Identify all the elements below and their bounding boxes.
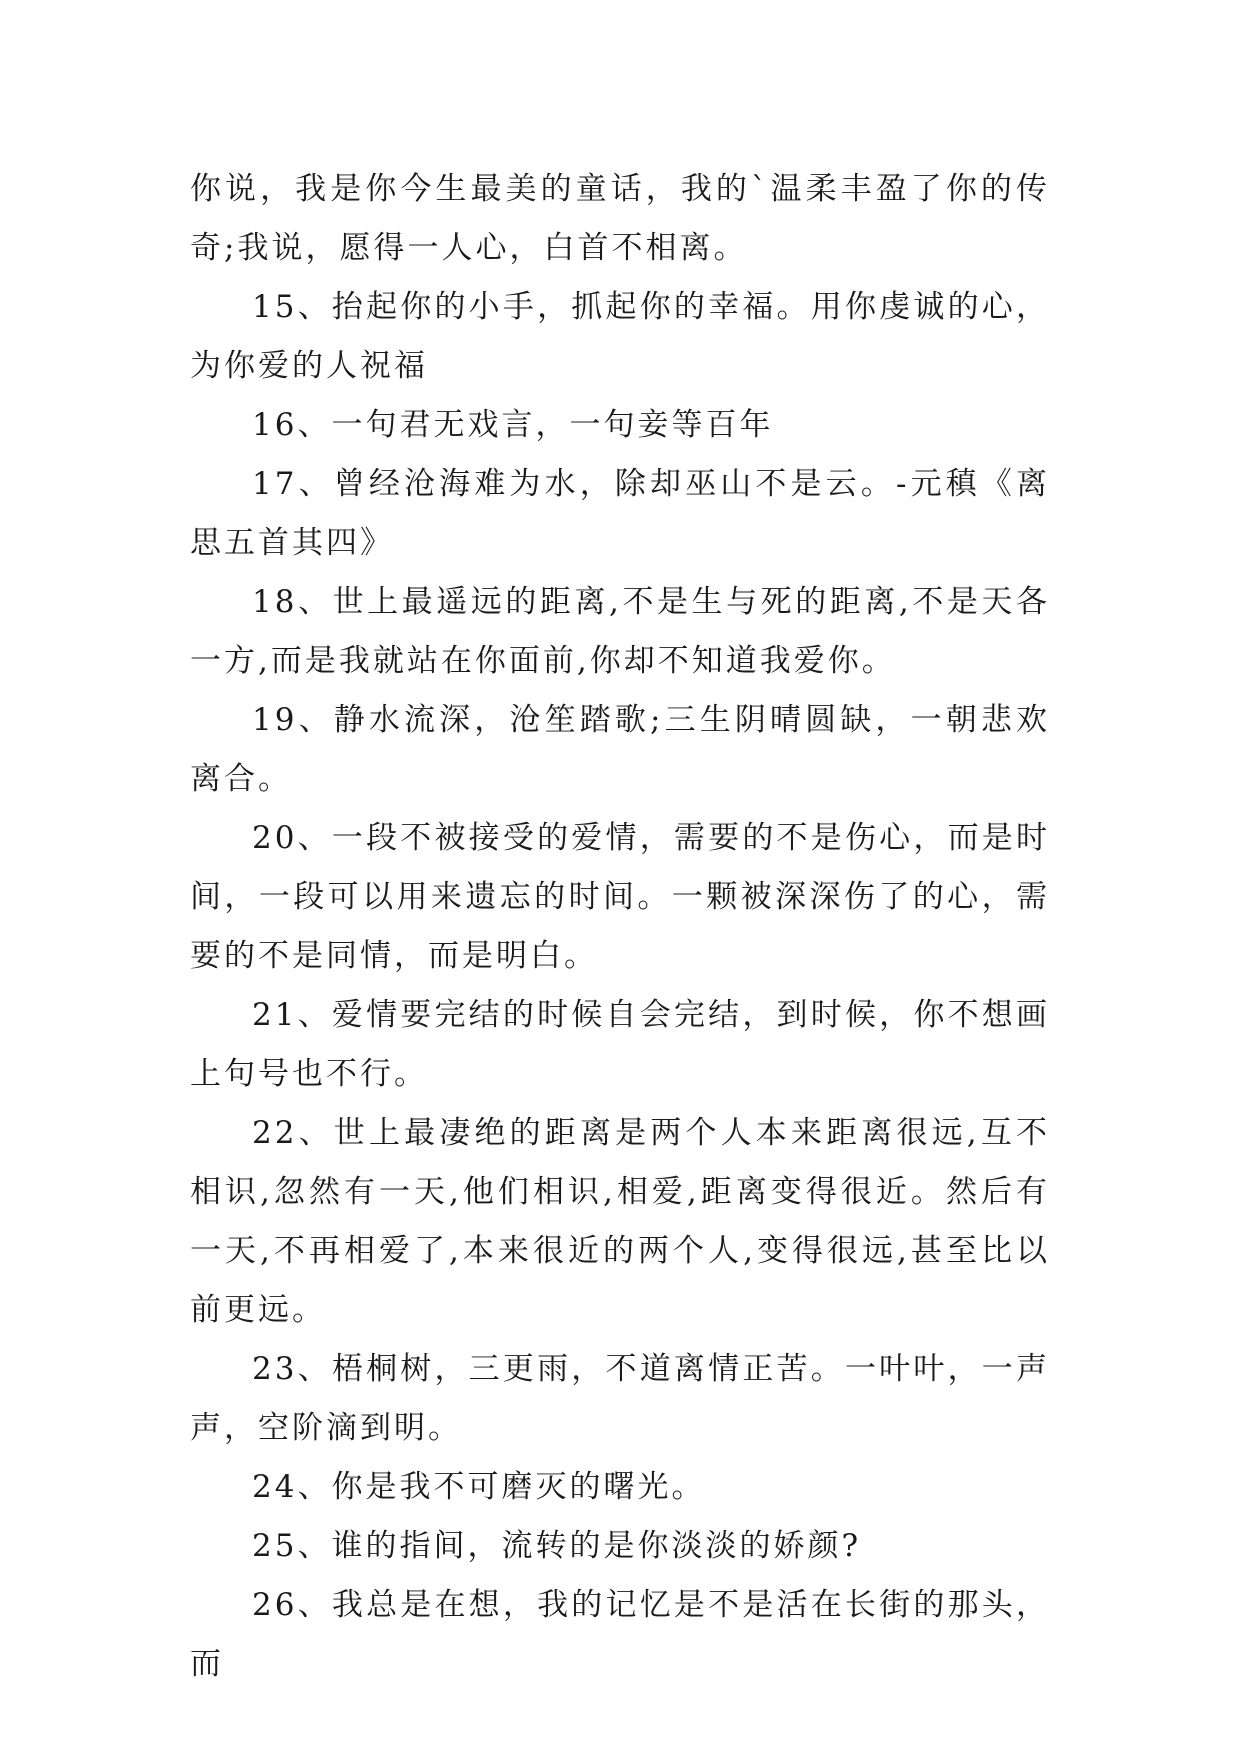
paragraph-16: 16、一句君无戏言，一句妾等百年 (252, 407, 774, 443)
paragraph-22: 22、世上最凄绝的距离是两个人本来距离很远,互不相识,忽然有一天,他们相识,相爱,距离变得很近。然后有一天,不再相爱了,本来很近的两个人,变得很远,甚至比以前更远。 (190, 1115, 1050, 1328)
paragraph-intro: 你说，我是你今生最美的童话，我的`温柔丰盈了你的传奇;我说，愿得一人心，白首不相离。 (190, 171, 1050, 266)
paragraph-20: 20、一段不被接受的爱情，需要的不是伤心，而是时间，一段可以用来遗忘的时间。一颗被深深伤了的心，需要的不是同情，而是明白。 (190, 820, 1050, 974)
paragraph-23: 23、梧桐树，三更雨，不道离情正苦。一叶叶，一声声，空阶滴到明。 (190, 1351, 1050, 1446)
paragraph-17: 17、曾经沧海难为水，除却巫山不是云。-元稹《离思五首其四》 (190, 466, 1050, 561)
paragraph-18: 18、世上最遥远的距离,不是生与死的距离,不是天各一方,而是我就站在你面前,你却不知道我爱你。 (190, 584, 1050, 679)
paragraph-26: 26、我总是在想，我的记忆是不是活在长街的那头，而 (190, 1587, 1050, 1682)
paragraph-15: 15、抬起你的小手，抓起你的幸福。用你虔诚的心，为你爱的人祝福 (190, 289, 1050, 384)
paragraph-25: 25、谁的指间，流转的是你淡淡的娇颜? (252, 1528, 862, 1564)
paragraph-19: 19、静水流深，沧笙踏歌;三生阴晴圆缺，一朝悲欢离合。 (190, 702, 1050, 797)
document-body (190, 160, 1050, 1694)
paragraph-21: 21、爱情要完结的时候自会完结，到时候，你不想画上句号也不行。 (190, 997, 1050, 1092)
paragraph-24: 24、你是我不可磨灭的曙光。 (252, 1469, 706, 1505)
